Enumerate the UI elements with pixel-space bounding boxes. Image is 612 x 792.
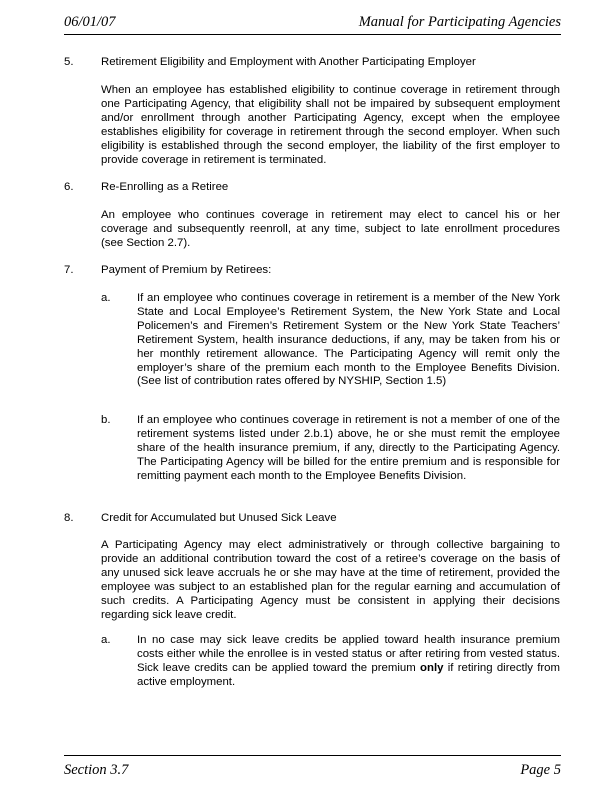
header-date: 06/01/07 bbox=[64, 14, 116, 30]
section-7-item-b-label: b. bbox=[101, 414, 111, 426]
section-6-title: Re-Enrolling as a Retiree bbox=[101, 181, 229, 193]
section-5-number: 5. bbox=[64, 56, 74, 68]
section-5-title: Retirement Eligibility and Employment with Another Participating Employer bbox=[101, 56, 476, 68]
section-8-title: Credit for Accumulated but Unused Sick Leave bbox=[101, 512, 337, 524]
section-7-item-b-text: If an employee who continues coverage in retirement is not a member of one of the retirement systems listed under 2.b.1) above, he or she must remit the employee share of the health insurance premium, if any, directly to the Participating Agency. The Participating Agency will be billed for the entire premium and is responsible for remitting payment each month to the Employee Benefits Division. bbox=[137, 414, 560, 482]
item-a-text-bold: only bbox=[420, 661, 444, 674]
page-footer bbox=[64, 755, 561, 778]
footer-page-number: Page 5 bbox=[520, 762, 561, 778]
section-6-number: 6. bbox=[64, 181, 74, 193]
section-7-item-a-label: a. bbox=[101, 292, 111, 304]
section-7-number: 7. bbox=[64, 264, 74, 276]
section-8-item-a-text bbox=[137, 634, 560, 690]
section-8-paragraph: A Participating Agency may elect administratively or through collective bargaining to provide an additional contribution toward the cost of a retiree’s coverage on the basis of any unused sick leave accruals he or she may have at the time of retirement, provided the employee was subject to an established plan for the regular earning and accumulation of such credits. A Participating Agency must be consistent in applying their decisions regarding sick leave credit. bbox=[101, 539, 560, 621]
section-5-paragraph: When an employee has established eligibility to continue coverage in retirement through one Participating Agency, that eligibility shall not be impaired by subsequent employment and/or enrollment through another Participating Agency, except when the employee establishes eligibility for coverage in retirement through the second employer. When such eligibility is established through the second employer, the liability of the first employer to provide coverage in retirement is terminated. bbox=[101, 84, 560, 166]
item-a-text-after: if retiring directly from active employment. bbox=[137, 661, 560, 688]
section-7-title: Payment of Premium by Retirees: bbox=[101, 264, 272, 276]
section-8-number: 8. bbox=[64, 512, 74, 524]
section-6-paragraph: An employee who continues coverage in retirement may elect to cancel his or her coverage and subsequently reenroll, at any time, subject to late enrollment procedures (see Section 2.7). bbox=[101, 209, 560, 249]
footer-section: Section 3.7 bbox=[64, 762, 129, 778]
section-8-item-a-label: a. bbox=[101, 634, 111, 646]
item-a-text-before: In no case may sick leave credits be applied toward health insurance premium costs either while the enrollee is in vested status or after retiring from vested status. Sick leave credits can be applied toward the premium bbox=[137, 634, 560, 674]
section-7-item-a-text: If an employee who continues coverage in retirement is a member of the New York State and Local Employee’s Retirement System, the New York State and Local Policemen’s and Firemen’s Retirement System or the New York State Teachers’ Retirement System, health insurance deductions, if any, may be taken from his or her monthly retirement allowance. The Participating Agency will remit only the employer’s share of the premium each month to the Employee Benefits Division. (See list of contribution rates offered by NYSHIP, Section 1.5) bbox=[137, 292, 560, 388]
page-header bbox=[64, 12, 561, 35]
header-title: Manual for Participating Agencies bbox=[358, 14, 561, 30]
